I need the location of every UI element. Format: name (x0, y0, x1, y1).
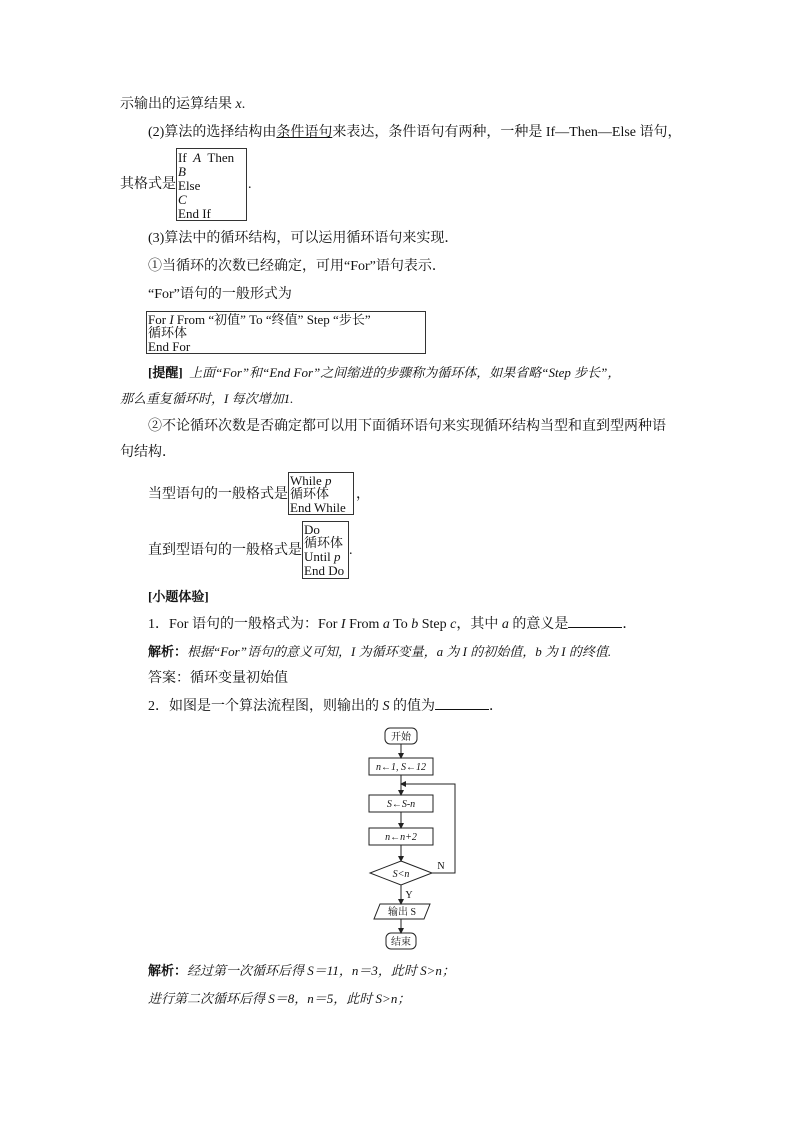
var-n: n (390, 991, 398, 1006)
format-lead: 其格式是 (120, 177, 176, 192)
until-lead: 直到型语句的一般格式是 (148, 543, 302, 558)
var-i: I (462, 644, 467, 659)
for-line-2: 循环体 (148, 325, 188, 340)
var-p: p (325, 473, 332, 488)
tip-label: [提醒] (148, 365, 183, 380)
text: ； (397, 991, 411, 1006)
while-line-2: 循环体 (290, 486, 330, 501)
text: From (345, 617, 383, 632)
analysis-2-line-2 (148, 990, 410, 1008)
yes-label: Y (405, 890, 413, 901)
for-range: From “初值” To “终值” Step “步长” (173, 312, 371, 327)
kw-while: While (290, 473, 326, 488)
text: > (426, 963, 436, 978)
var-b: b (411, 617, 419, 632)
kw-until: Until (304, 549, 334, 564)
var-s: S (420, 963, 427, 978)
text: 为 (541, 644, 562, 659)
var-a: a (436, 644, 444, 659)
var-s: S (375, 991, 383, 1006)
analysis-2 (148, 962, 455, 980)
step2-label: n←n+2 (385, 832, 417, 843)
text: 经过第一次循环后得 (187, 963, 308, 978)
step1-label: S←S-n (386, 799, 416, 810)
text-line-loop-types-2: 句结构． (120, 445, 176, 460)
if-line-5: End If (178, 206, 211, 221)
text: 根据“For”语句的意义可知， (187, 644, 351, 659)
var-b: b (535, 644, 542, 659)
text: 进行第二次循环后得 (148, 991, 269, 1006)
until-line-4: End Do (304, 563, 345, 578)
until-end: . (349, 543, 353, 558)
until-line-1: Do (304, 522, 320, 537)
kw-if: If (178, 150, 187, 165)
for-line-3: End For (148, 339, 191, 354)
var-i: I (224, 391, 229, 406)
var-i: I (340, 617, 346, 632)
analysis-label: 解析： (148, 644, 188, 659)
kw-then: Then (207, 150, 235, 165)
section-heading: [小题体验] (148, 589, 209, 604)
text-line-loop-types: ②不论循环次数是否确定都可以用下面循环语句来实现循环结构当型和直到型两种语 (148, 419, 666, 434)
var-s: S (382, 699, 390, 714)
period: ． (622, 617, 637, 632)
tip-text: 那么重复循环时， (120, 391, 225, 406)
answer-text: 循环变量初始值 (190, 671, 288, 686)
while-end: ， (356, 487, 370, 502)
condition-label: S<n (392, 869, 410, 880)
var-n: n (307, 991, 314, 1006)
text: 的终值. (565, 644, 612, 659)
text: ＝8， (274, 991, 308, 1006)
tip-text: 上面“For”和“End For”之间缩进的步骤称为循环体，如果省略“Step 步长”， (189, 365, 621, 380)
analysis-label: 解析： (148, 963, 188, 978)
text: 1．For 语句的一般格式为：For (148, 617, 341, 632)
text: 为 (443, 644, 463, 659)
period: . (241, 97, 246, 112)
end-label: 结束 (391, 937, 411, 948)
var-i: I (561, 644, 566, 659)
while-lead: 当型语句的一般格式是 (148, 487, 288, 502)
text: Step (418, 617, 451, 632)
text: 为循环变量， (355, 644, 437, 659)
var-n: n (435, 963, 442, 978)
text: ＝3，此时 (358, 963, 421, 978)
text-line-for-form: “For”语句的一般形式为 (148, 287, 292, 302)
text: > (382, 991, 391, 1006)
var-s: S (268, 991, 275, 1006)
var-a: A (193, 150, 202, 165)
var-x: x (235, 97, 242, 112)
var-b: B (178, 164, 186, 179)
until-line-2: 循环体 (304, 535, 344, 550)
text: ，其中 (456, 617, 502, 632)
text-line-for-known: ①当循环的次数已经确定，可用“For”语句表示． (148, 259, 446, 274)
var-i: I (350, 644, 356, 659)
var-a: a (382, 617, 390, 632)
text: ＝11， (313, 963, 352, 978)
var-a: a (501, 617, 509, 632)
text: (2)算法的选择结构由 (148, 125, 277, 140)
tip-text: 每次增加1. (228, 391, 294, 406)
var-n: n (351, 963, 359, 978)
text: ； (441, 963, 455, 978)
init-label: n←1, S←12 (376, 762, 426, 773)
var-s: S (307, 963, 314, 978)
format-period: . (248, 177, 252, 192)
while-line-3: End While (290, 500, 346, 515)
output-label: 输出 S (387, 907, 417, 918)
underlined-term: 条件语句 (276, 125, 333, 140)
text: 的值为 (389, 699, 435, 714)
period: ． (489, 699, 503, 714)
text: ＝5，此时 (313, 991, 376, 1006)
var-i: I (169, 312, 174, 327)
if-line-3: Else (178, 178, 201, 193)
text: 的意义是 (508, 617, 569, 632)
kw-for: For (148, 312, 170, 327)
var-c: C (178, 192, 187, 207)
text-line-loop: (3)算法中的循环结构，可以运用循环语句来实现． (148, 231, 459, 246)
text: 2．如图是一个算法流程图，则输出的 (148, 699, 383, 714)
text: To (389, 617, 412, 632)
answer-label: 答案： (148, 671, 190, 686)
text: 来表达，条件语句有两种，一种是 If—Then—Else 语句， (332, 125, 682, 140)
text: 示输出的运算结果 (120, 97, 236, 112)
var-c: c (450, 617, 457, 632)
text: 的初始值， (466, 644, 536, 659)
start-label: 开始 (391, 732, 411, 743)
no-label: N (437, 861, 445, 872)
var-p: p (333, 549, 341, 564)
